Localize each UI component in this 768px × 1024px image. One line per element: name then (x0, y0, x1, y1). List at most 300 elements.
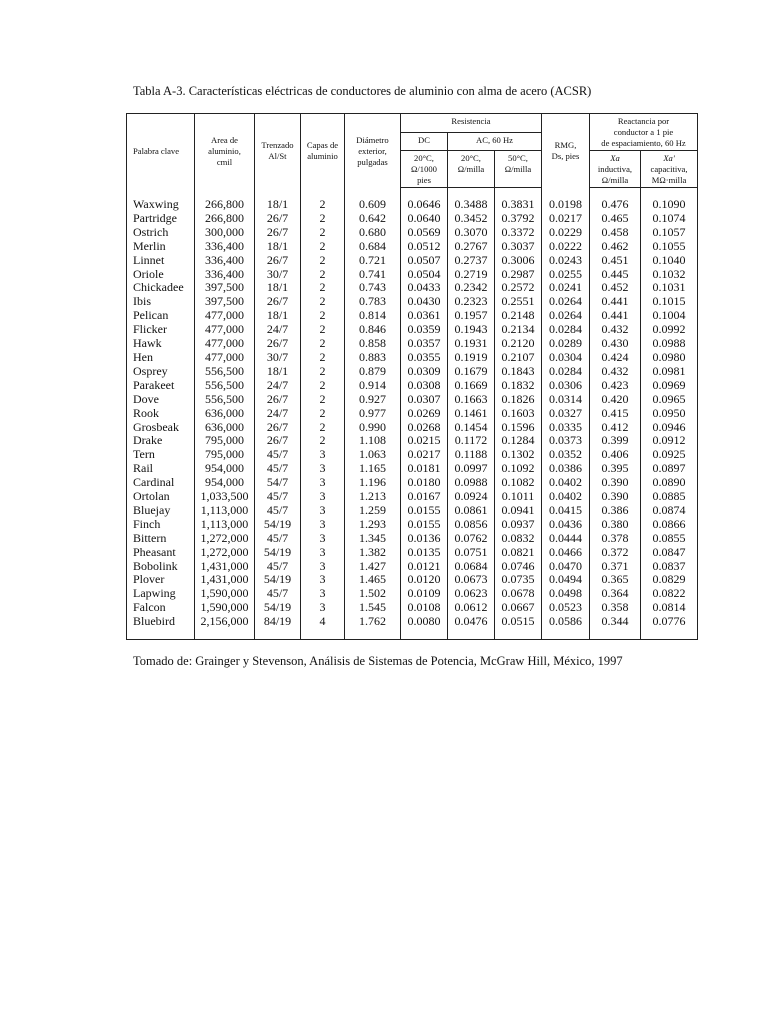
cell-xa-prime: 0.0950 (641, 407, 698, 421)
cell-gmr: 0.0466 (542, 546, 590, 560)
cell-dc20: 0.0120 (401, 573, 448, 587)
cell-gmr: 0.0523 (542, 601, 590, 615)
cell-xa: 0.371 (590, 560, 641, 574)
cell-gmr: 0.0241 (542, 281, 590, 295)
cell-ac50: 0.3006 (495, 254, 542, 268)
cell-diameter: 1.465 (345, 573, 401, 587)
cell-xa: 0.358 (590, 601, 641, 615)
cell-area: 1,113,000 (195, 504, 255, 518)
cell-diameter: 1.382 (345, 546, 401, 560)
cell-xa-prime: 0.0885 (641, 490, 698, 504)
cell-dc20: 0.0507 (401, 254, 448, 268)
table-row (127, 188, 698, 212)
cell-ac50: 0.0941 (495, 504, 542, 518)
cell-stranding: 45/7 (255, 587, 301, 601)
table-row (127, 615, 698, 639)
cell-dc20: 0.0359 (401, 323, 448, 337)
cell-ac50: 0.3792 (495, 212, 542, 226)
cell-ac50: 0.1092 (495, 462, 542, 476)
cell-layers: 3 (301, 560, 345, 574)
cell-ac20: 0.1454 (448, 421, 495, 435)
cell-layers: 2 (301, 434, 345, 448)
table-row (127, 268, 698, 282)
cell-xa: 0.465 (590, 212, 641, 226)
cell-xa: 0.364 (590, 587, 641, 601)
cell-area: 336,400 (195, 254, 255, 268)
cell-ac50: 0.1284 (495, 434, 542, 448)
cell-xa: 0.432 (590, 323, 641, 337)
cell-xa-prime: 0.1090 (641, 188, 698, 212)
header-area: Area de aluminio, cmil (195, 114, 255, 188)
cell-xa: 0.441 (590, 295, 641, 309)
cell-name: Linnet (133, 252, 165, 267)
header-dc-20: 20°C, Ω/1000 pies (401, 151, 448, 188)
cell-name: Rook (133, 405, 160, 420)
cell-xa-prime: 0.0980 (641, 351, 698, 365)
cell-dc20: 0.0640 (401, 212, 448, 226)
cell-name: Bittern (133, 530, 167, 545)
cell-ac50: 0.0821 (495, 546, 542, 560)
table-row (127, 295, 698, 309)
cell-ac20: 0.3452 (448, 212, 495, 226)
cell-ac50: 0.0667 (495, 601, 542, 615)
cell-area: 1,272,000 (195, 546, 255, 560)
cell-stranding: 26/7 (255, 421, 301, 435)
cell-stranding: 45/7 (255, 504, 301, 518)
cell-layers: 2 (301, 268, 345, 282)
cell-ac20: 0.1943 (448, 323, 495, 337)
cell-stranding: 84/19 (255, 615, 301, 639)
cell-layers: 2 (301, 337, 345, 351)
cell-gmr: 0.0402 (542, 490, 590, 504)
cell-name: Grosbeak (133, 419, 179, 434)
cell-xa-prime: 0.1031 (641, 281, 698, 295)
cell-ac20: 0.0684 (448, 560, 495, 574)
cell-ac20: 0.2342 (448, 281, 495, 295)
cell-area: 954,000 (195, 462, 255, 476)
cell-xa-prime: 0.0897 (641, 462, 698, 476)
cell-dc20: 0.0167 (401, 490, 448, 504)
cell-xa-prime: 0.0829 (641, 573, 698, 587)
cell-stranding: 26/7 (255, 226, 301, 240)
cell-dc20: 0.0155 (401, 518, 448, 532)
cell-area: 477,000 (195, 351, 255, 365)
cell-ac50: 0.3037 (495, 240, 542, 254)
cell-layers: 2 (301, 212, 345, 226)
cell-layers: 3 (301, 476, 345, 490)
cell-xa: 0.380 (590, 518, 641, 532)
cell-dc20: 0.0512 (401, 240, 448, 254)
table-row (127, 226, 698, 240)
cell-xa: 0.386 (590, 504, 641, 518)
table-row (127, 393, 698, 407)
cell-xa: 0.445 (590, 268, 641, 282)
cell-diameter: 0.846 (345, 323, 401, 337)
table-row (127, 421, 698, 435)
cell-gmr: 0.0498 (542, 587, 590, 601)
cell-xa: 0.406 (590, 448, 641, 462)
cell-diameter: 0.642 (345, 212, 401, 226)
table-row (127, 309, 698, 323)
cell-diameter: 1.213 (345, 490, 401, 504)
cell-dc20: 0.0433 (401, 281, 448, 295)
table-caption: Tabla A-3. Características eléctricas de conductores de aluminio con alma de acero (ACSR) (133, 84, 592, 98)
cell-name: Pelican (133, 308, 169, 323)
cell-layers: 3 (301, 518, 345, 532)
cell-area: 556,500 (195, 393, 255, 407)
cell-layers: 2 (301, 226, 345, 240)
table-row (127, 351, 698, 365)
cell-gmr: 0.0229 (542, 226, 590, 240)
cell-xa: 0.415 (590, 407, 641, 421)
cell-xa-prime: 0.1074 (641, 212, 698, 226)
cell-stranding: 18/1 (255, 309, 301, 323)
cell-ac50: 0.0735 (495, 573, 542, 587)
cell-diameter: 0.814 (345, 309, 401, 323)
cell-dc20: 0.0180 (401, 476, 448, 490)
table-row (127, 573, 698, 587)
cell-stranding: 24/7 (255, 407, 301, 421)
cell-diameter: 1.108 (345, 434, 401, 448)
header-diameter: Diámetro exterior, pulgadas (345, 114, 401, 188)
cell-ac20: 0.2737 (448, 254, 495, 268)
cell-dc20: 0.0217 (401, 448, 448, 462)
cell-gmr: 0.0470 (542, 560, 590, 574)
cell-ac20: 0.0924 (448, 490, 495, 504)
cell-ac20: 0.1461 (448, 407, 495, 421)
cell-area: 556,500 (195, 365, 255, 379)
cell-diameter: 0.680 (345, 226, 401, 240)
cell-layers: 2 (301, 407, 345, 421)
header-reactance: Reactancia por conductor a 1 pie de espaciamiento, 60 Hz (590, 114, 698, 151)
cell-gmr: 0.0494 (542, 573, 590, 587)
cell-name: Dove (133, 391, 159, 406)
cell-ac50: 0.0746 (495, 560, 542, 574)
cell-dc20: 0.0108 (401, 601, 448, 615)
cell-area: 300,000 (195, 226, 255, 240)
cell-xa-prime: 0.0847 (641, 546, 698, 560)
table-row (127, 518, 698, 532)
header-gmr: RMG, Ds, pies (542, 114, 590, 188)
cell-dc20: 0.0155 (401, 504, 448, 518)
cell-name: Finch (133, 516, 161, 531)
cell-ac20: 0.1957 (448, 309, 495, 323)
cell-diameter: 1.259 (345, 504, 401, 518)
header-ac-50: 50°C, Ω/milla (495, 151, 542, 188)
cell-stranding: 54/19 (255, 573, 301, 587)
cell-dc20: 0.0504 (401, 268, 448, 282)
table-row (127, 323, 698, 337)
cell-xa: 0.395 (590, 462, 641, 476)
cell-xa: 0.424 (590, 351, 641, 365)
cell-name: Ostrich (133, 224, 169, 239)
table-row (127, 462, 698, 476)
cell-xa: 0.344 (590, 615, 641, 639)
cell-ac20: 0.1669 (448, 379, 495, 393)
cell-area: 795,000 (195, 448, 255, 462)
table-row (127, 337, 698, 351)
cell-area: 266,800 (195, 188, 255, 212)
cell-stranding: 45/7 (255, 532, 301, 546)
cell-area: 477,000 (195, 337, 255, 351)
cell-layers: 2 (301, 254, 345, 268)
cell-ac20: 0.0623 (448, 587, 495, 601)
cell-stranding: 18/1 (255, 240, 301, 254)
cell-gmr: 0.0284 (542, 365, 590, 379)
cell-area: 556,500 (195, 379, 255, 393)
cell-xa-prime: 0.0965 (641, 393, 698, 407)
cell-area: 636,000 (195, 407, 255, 421)
table-row (127, 240, 698, 254)
cell-dc20: 0.0308 (401, 379, 448, 393)
table-row (127, 546, 698, 560)
cell-name: Flicker (133, 322, 167, 337)
cell-gmr: 0.0222 (542, 240, 590, 254)
cell-layers: 2 (301, 240, 345, 254)
cell-diameter: 0.783 (345, 295, 401, 309)
cell-ac20: 0.2719 (448, 268, 495, 282)
cell-xa: 0.399 (590, 434, 641, 448)
cell-layers: 3 (301, 462, 345, 476)
cell-name: Lapwing (133, 586, 176, 601)
cell-layers: 2 (301, 295, 345, 309)
cell-area: 1,431,000 (195, 573, 255, 587)
cell-name: Plover (133, 572, 165, 587)
cell-name: Bobolink (133, 558, 178, 573)
cell-name: Falcon (133, 600, 166, 615)
table-row (127, 434, 698, 448)
cell-name: Ibis (133, 294, 151, 309)
cell-xa-prime: 0.0912 (641, 434, 698, 448)
cell-layers: 3 (301, 532, 345, 546)
table-row (127, 212, 698, 226)
cell-xa-prime: 0.0866 (641, 518, 698, 532)
cell-xa: 0.372 (590, 546, 641, 560)
table-row (127, 587, 698, 601)
cell-area: 1,590,000 (195, 601, 255, 615)
cell-gmr: 0.0198 (542, 188, 590, 212)
cell-diameter: 1.293 (345, 518, 401, 532)
cell-area: 266,800 (195, 212, 255, 226)
cell-xa: 0.420 (590, 393, 641, 407)
header-resistance: Resistencia (401, 114, 542, 133)
table-row (127, 448, 698, 462)
cell-layers: 3 (301, 448, 345, 462)
cell-xa-prime: 0.0981 (641, 365, 698, 379)
cell-dc20: 0.0355 (401, 351, 448, 365)
cell-xa-prime: 0.0988 (641, 337, 698, 351)
cell-stranding: 24/7 (255, 379, 301, 393)
cell-diameter: 1.762 (345, 615, 401, 639)
cell-stranding: 26/7 (255, 212, 301, 226)
cell-stranding: 30/7 (255, 268, 301, 282)
cell-name: Bluejay (133, 502, 171, 517)
cell-name: Osprey (133, 363, 168, 378)
cell-gmr: 0.0255 (542, 268, 590, 282)
cell-xa-prime: 0.1057 (641, 226, 698, 240)
cell-xa-prime: 0.1040 (641, 254, 698, 268)
cell-ac50: 0.2987 (495, 268, 542, 282)
cell-gmr: 0.0243 (542, 254, 590, 268)
cell-area: 336,400 (195, 240, 255, 254)
cell-name: Parakeet (133, 377, 175, 392)
header-ac-20: 20°C, Ω/milla (448, 151, 495, 188)
cell-stranding: 26/7 (255, 393, 301, 407)
cell-ac50: 0.1832 (495, 379, 542, 393)
cell-gmr: 0.0217 (542, 212, 590, 226)
cell-layers: 2 (301, 365, 345, 379)
cell-xa-prime: 0.1015 (641, 295, 698, 309)
cell-diameter: 0.858 (345, 337, 401, 351)
table-row (127, 476, 698, 490)
cell-xa: 0.451 (590, 254, 641, 268)
cell-xa-prime: 0.0855 (641, 532, 698, 546)
cell-xa-prime: 0.1055 (641, 240, 698, 254)
cell-diameter: 0.741 (345, 268, 401, 282)
cell-ac20: 0.0476 (448, 615, 495, 639)
cell-dc20: 0.0269 (401, 407, 448, 421)
cell-dc20: 0.0430 (401, 295, 448, 309)
cell-stranding: 45/7 (255, 448, 301, 462)
cell-diameter: 0.883 (345, 351, 401, 365)
cell-stranding: 54/19 (255, 546, 301, 560)
cell-ac20: 0.3070 (448, 226, 495, 240)
cell-diameter: 1.427 (345, 560, 401, 574)
cell-dc20: 0.0309 (401, 365, 448, 379)
cell-gmr: 0.0444 (542, 532, 590, 546)
cell-ac20: 0.2323 (448, 295, 495, 309)
cell-layers: 3 (301, 504, 345, 518)
cell-gmr: 0.0335 (542, 421, 590, 435)
cell-gmr: 0.0314 (542, 393, 590, 407)
cell-layers: 3 (301, 546, 345, 560)
cell-area: 1,033,500 (195, 490, 255, 504)
cell-stranding: 26/7 (255, 337, 301, 351)
acsr-table (126, 113, 698, 640)
cell-layers: 2 (301, 393, 345, 407)
cell-gmr: 0.0306 (542, 379, 590, 393)
cell-xa: 0.476 (590, 188, 641, 212)
cell-stranding: 18/1 (255, 281, 301, 295)
cell-xa: 0.458 (590, 226, 641, 240)
cell-gmr: 0.0386 (542, 462, 590, 476)
cell-diameter: 1.545 (345, 601, 401, 615)
table-row (127, 407, 698, 421)
cell-gmr: 0.0264 (542, 309, 590, 323)
cell-layers: 2 (301, 351, 345, 365)
table-row (127, 504, 698, 518)
cell-ac50: 0.2148 (495, 309, 542, 323)
cell-xa-prime: 0.0814 (641, 601, 698, 615)
cell-ac50: 0.3831 (495, 188, 542, 212)
cell-diameter: 1.502 (345, 587, 401, 601)
cell-area: 336,400 (195, 268, 255, 282)
cell-area: 954,000 (195, 476, 255, 490)
cell-ac20: 0.0673 (448, 573, 495, 587)
header-stranding: Trenzado Al/St (255, 114, 301, 188)
cell-dc20: 0.0136 (401, 532, 448, 546)
cell-name: Rail (133, 461, 153, 476)
cell-layers: 3 (301, 573, 345, 587)
table-row (127, 281, 698, 295)
cell-dc20: 0.0181 (401, 462, 448, 476)
header-name: Palabra clave (133, 145, 180, 156)
cell-xa: 0.378 (590, 532, 641, 546)
cell-stranding: 26/7 (255, 434, 301, 448)
cell-xa-prime: 0.0992 (641, 323, 698, 337)
cell-xa-prime: 0.0969 (641, 379, 698, 393)
header-ac: AC, 60 Hz (448, 132, 542, 151)
cell-gmr: 0.0264 (542, 295, 590, 309)
cell-xa: 0.423 (590, 379, 641, 393)
cell-ac20: 0.1663 (448, 393, 495, 407)
cell-diameter: 1.345 (345, 532, 401, 546)
cell-dc20: 0.0361 (401, 309, 448, 323)
cell-ac50: 0.3372 (495, 226, 542, 240)
cell-name: Pheasant (133, 544, 176, 559)
cell-layers: 2 (301, 421, 345, 435)
cell-layers: 3 (301, 490, 345, 504)
cell-gmr: 0.0289 (542, 337, 590, 351)
cell-gmr: 0.0415 (542, 504, 590, 518)
cell-area: 477,000 (195, 323, 255, 337)
cell-area: 397,500 (195, 295, 255, 309)
cell-xa-prime: 0.0925 (641, 448, 698, 462)
cell-ac20: 0.0612 (448, 601, 495, 615)
cell-stranding: 45/7 (255, 560, 301, 574)
cell-stranding: 54/19 (255, 518, 301, 532)
cell-area: 795,000 (195, 434, 255, 448)
cell-ac50: 0.1011 (495, 490, 542, 504)
cell-diameter: 0.927 (345, 393, 401, 407)
cell-name: Ortolan (133, 489, 170, 504)
cell-name: Merlin (133, 238, 166, 253)
cell-gmr: 0.0352 (542, 448, 590, 462)
cell-dc20: 0.0646 (401, 188, 448, 212)
cell-name: Hen (133, 349, 153, 364)
cell-ac20: 0.1172 (448, 434, 495, 448)
cell-ac20: 0.0856 (448, 518, 495, 532)
cell-name: Oriole (133, 266, 164, 281)
table-row (127, 560, 698, 574)
header-layers: Capas de aluminio (301, 114, 345, 188)
cell-xa-prime: 0.1032 (641, 268, 698, 282)
cell-xa-prime: 0.1004 (641, 309, 698, 323)
cell-dc20: 0.0080 (401, 615, 448, 639)
cell-xa: 0.462 (590, 240, 641, 254)
cell-ac50: 0.2107 (495, 351, 542, 365)
cell-diameter: 0.721 (345, 254, 401, 268)
cell-xa-prime: 0.0874 (641, 504, 698, 518)
cell-name: Tern (133, 447, 155, 462)
cell-area: 1,431,000 (195, 560, 255, 574)
cell-xa: 0.430 (590, 337, 641, 351)
cell-layers: 2 (301, 281, 345, 295)
cell-diameter: 1.165 (345, 462, 401, 476)
cell-gmr: 0.0373 (542, 434, 590, 448)
cell-ac50: 0.2134 (495, 323, 542, 337)
cell-ac50: 0.1843 (495, 365, 542, 379)
cell-stranding: 54/7 (255, 476, 301, 490)
cell-diameter: 0.684 (345, 240, 401, 254)
source-note: Tomado de: Grainger y Stevenson, Análisis de Sistemas de Potencia, McGraw Hill, México, 1997 (133, 654, 623, 668)
cell-area: 397,500 (195, 281, 255, 295)
cell-xa: 0.390 (590, 490, 641, 504)
cell-xa-prime: 0.0890 (641, 476, 698, 490)
cell-xa: 0.412 (590, 421, 641, 435)
cell-ac50: 0.0678 (495, 587, 542, 601)
cell-gmr: 0.0304 (542, 351, 590, 365)
